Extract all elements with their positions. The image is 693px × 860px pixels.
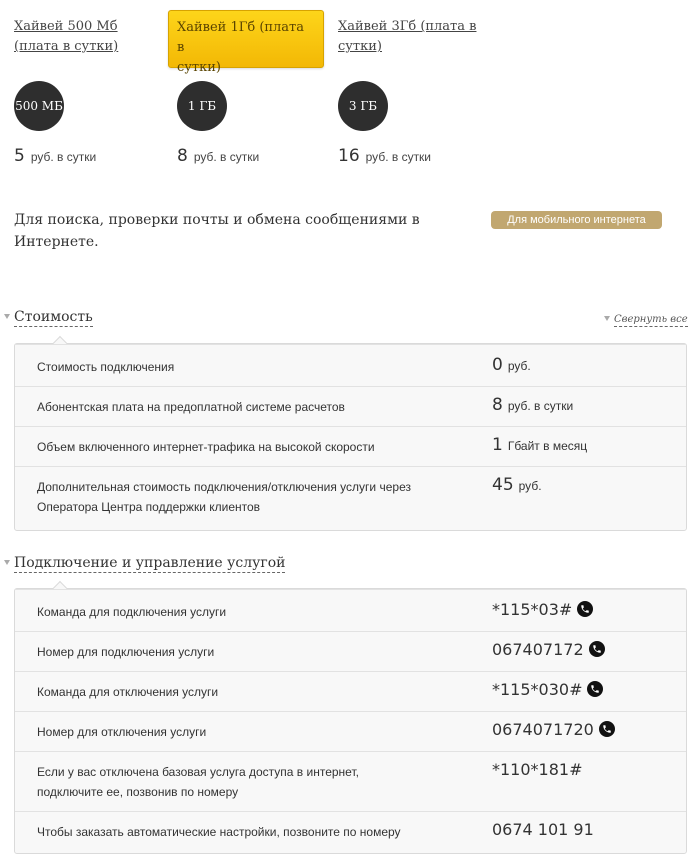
cost-table [14,343,687,531]
phone-icon[interactable] [577,601,593,617]
row-value [492,760,582,779]
phone-icon[interactable] [599,721,615,737]
ussd-code[interactable]: *110*181# [492,760,583,779]
triangle-down-icon [4,560,10,565]
volume-circle-500mb: 500 МБ [14,81,64,131]
row-label: Команда для подключения услуги [37,605,227,619]
value-number: 1 [492,435,503,455]
value-number: 8 [492,395,503,415]
row-label: Абонентская плата на предоплатной системе расчетов [37,400,345,414]
table-row [15,751,686,811]
row-label: Объем включенного интернет-трафика на высокой скорости [37,440,375,454]
tab-label-line1: Хайвей 3Гб (плата в [338,19,477,34]
row-label: Стоимость подключения [37,360,175,374]
phone-number[interactable]: 067407172 [492,640,584,659]
value-unit: руб. [507,359,531,373]
table-row [15,711,686,751]
price-unit: руб. в сутки [193,150,260,164]
tab-label-line2: сутки) [338,39,382,54]
row-label-line: Оператора Центра поддержки клиентов [37,500,261,514]
row-label-line: подключите ее, позвонив по номеру [37,785,239,799]
value-unit: руб. [518,479,542,493]
table-row [15,811,686,853]
tab-highway-1gb[interactable] [168,10,324,75]
value-unit: руб. в сутки [507,399,574,413]
price-value: 8 [177,146,188,166]
table-row [15,426,686,466]
row-label: Номер для отключения услуги [37,725,207,739]
row-value [492,720,615,739]
price-unit: руб. в сутки [365,150,432,164]
description-line: Интернете. [14,234,99,250]
triangle-down-icon [4,314,10,319]
phone-number[interactable]: 0674 101 91 [492,820,594,839]
tab-label-line2: сутки) [177,60,221,75]
price-value: 5 [14,146,25,166]
price-value: 16 [338,146,360,166]
table-row [15,589,686,631]
row-label-line: Дополнительная стоимость подключения/отключения услуги через [37,480,411,494]
triangle-down-icon [604,316,610,321]
tariff-price [177,146,259,166]
tab-highway-500mb[interactable] [14,17,118,57]
row-label: Команда для отключения услуги [37,685,219,699]
table-row [15,631,686,671]
tariff-price [14,146,96,166]
phone-icon[interactable] [587,681,603,697]
row-value [492,640,605,659]
manage-table [14,588,687,854]
section-manage-title[interactable]: Подключение и управление услугой [14,555,286,571]
row-value [492,435,587,455]
row-value [492,600,593,619]
table-row [15,671,686,711]
collapse-all-link[interactable]: Свернуть все [614,314,688,325]
row-value [492,680,603,699]
tab-label-line2: (плата в сутки) [14,39,119,54]
phone-icon[interactable] [589,641,605,657]
tariff-price [338,146,431,166]
volume-circle-3gb: 3 ГБ [338,81,388,131]
row-label: Номер для подключения услуги [37,645,215,659]
price-unit: руб. в сутки [30,150,97,164]
section-cost-title[interactable]: Стоимость [14,309,93,325]
table-row [15,344,686,386]
phone-number[interactable]: 0674071720 [492,720,594,739]
row-value [492,395,573,415]
tab-label-line1: Хайвей 500 Мб [14,19,118,34]
tab-label-line1: Хайвей 1Гб (плата в [177,20,305,55]
table-row [15,386,686,426]
value-number: 0 [492,355,503,375]
row-value [492,355,531,375]
row-label [37,477,411,517]
table-row [15,466,686,530]
ussd-code[interactable]: *115*03# [492,600,573,619]
tab-highway-3gb[interactable] [338,17,476,57]
ussd-code[interactable]: *115*030# [492,680,583,699]
row-label-line: Если у вас отключена базовая услуга доступа в интернет, [37,765,359,779]
value-number: 45 [492,475,514,495]
mobile-internet-badge: Для мобильного интернета [491,211,662,229]
volume-circle-1gb: 1 ГБ [177,81,227,131]
row-label: Чтобы заказать автоматические настройки, позвоните по номеру [37,825,401,839]
value-unit: Гбайт в месяц [507,439,588,453]
row-value [492,475,542,495]
tariff-description [14,209,420,253]
description-line: Для поиска, проверки почты и обмена сообщениями в [14,212,420,228]
row-value [492,820,594,839]
row-label [37,762,359,802]
